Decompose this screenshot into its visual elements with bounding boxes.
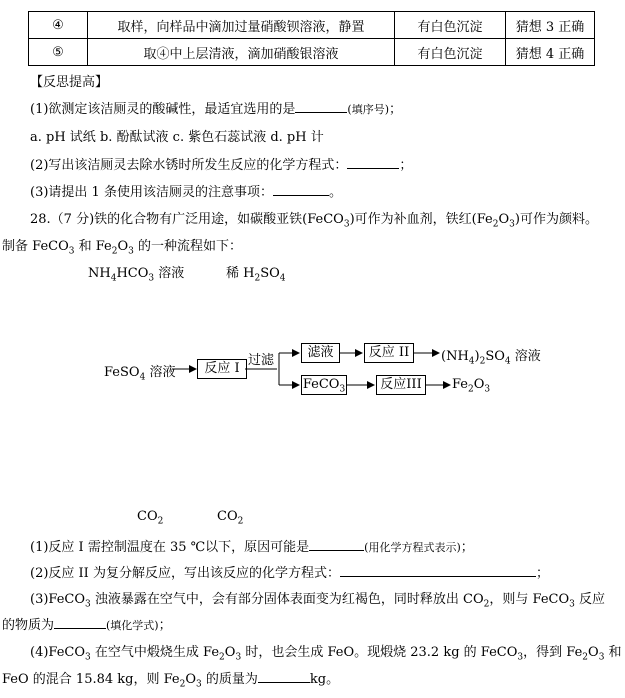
q28-intro-line1: 28.（7 分)铁的化合物有广泛用途，如碳酸亚铁(FeCO$_3$)可作为补血剂，铁红$(Fe_2O_3)$可作为颜料。 <box>30 212 598 230</box>
answer-blank <box>258 682 310 683</box>
question-2: (2)反应 II 为复分解反应，写出该反应的化学方程式： ； <box>30 566 549 581</box>
feco3-box: FeCO$_3$ <box>302 377 346 395</box>
q28-intro-line2: 制备 FeCO$_3$ 和 $Fe_2O_3$ 的一种流程如下： <box>2 239 243 257</box>
reagent-dilute-h2so4: 稀 $H_2SO_4$ <box>226 266 286 284</box>
filtrate-box: 滤液 <box>301 343 340 363</box>
step-phenomenon: 有白色沉淀 <box>395 39 506 66</box>
reaction-3-box: 反应III <box>376 375 426 395</box>
reagent-nh4hco3: $NH_4HCO_3$ 溶液 <box>88 266 185 284</box>
start-feso4: FeSO$_4$ 溶液 <box>104 365 176 383</box>
answer-blank <box>340 576 536 577</box>
question-4-line1: (4)FeCO$_3$ 在空气中煅烧生成 $Fe_2O_3$ 时，也会生成 FeO。现煅烧 23.2 kg 的 FeCO$_3$，得到 $Fe_2O_3$ 和 <box>30 645 622 663</box>
step-procedure: 取样，向样品中滴加过量硝酸钡溶液，静置 <box>88 12 395 39</box>
reaction-1-box: 反应 I <box>197 359 247 379</box>
step-number: ⑤ <box>29 39 88 66</box>
question-4-line2: FeO 的混合 15.84 kg，则 $Fe_2O_3$ 的质量为 kg。 <box>2 672 340 690</box>
question-3-line1: (3)FeCO$_3$ 浊液暴露在空气中，会有部分固体表面变为红褐色，同时释放出 $CO_2$，则与 FeCO$_3$ 反应 <box>30 592 605 610</box>
filter-label: 过滤 <box>248 353 275 368</box>
reflection-q1: (1)欲测定该洁厕灵的酸碱性，最适宜选用的是 (填序号)； <box>30 102 403 117</box>
product-fe2o3: $Fe_2O_3$ <box>452 377 491 395</box>
question-3-line2: 的物质为 (填化学式)； <box>2 618 172 633</box>
step-conclusion: 猜想 3 正确 <box>506 12 595 39</box>
question-1: (1)反应 I 需控制温度在 35 ℃以下，原因可能是 (用化学方程式表示)； <box>30 540 474 555</box>
reflection-q2: (2)写出该洁厕灵去除水锈时所发生反应的化学方程式： ； <box>30 158 413 173</box>
reaction-2-box: 反应 II <box>364 343 414 363</box>
reflection-heading: 【反思提高】 <box>30 75 109 90</box>
reflection-options: a. pH 试纸 b. 酚酞试液 c. 紫色石蕊试液 d. pH 计 <box>30 130 324 145</box>
step-number: ④ <box>29 12 88 39</box>
step-phenomenon: 有白色沉淀 <box>395 12 506 39</box>
answer-blank <box>54 628 106 629</box>
answer-blank <box>309 550 364 551</box>
step-procedure: 取④中上层清液，滴加硝酸银溶液 <box>88 39 395 66</box>
product-nh4-2so4: $(NH_4)_2SO_4$ 溶液 <box>441 349 541 367</box>
byproduct-co2-2: $CO_2$ <box>217 509 244 527</box>
reflection-q3: (3)请提出 1 条使用该洁厕灵的注意事项： 。 <box>30 185 342 200</box>
step-conclusion: 猜想 4 正确 <box>506 39 595 66</box>
byproduct-co2-1: $CO_2$ <box>137 509 164 527</box>
